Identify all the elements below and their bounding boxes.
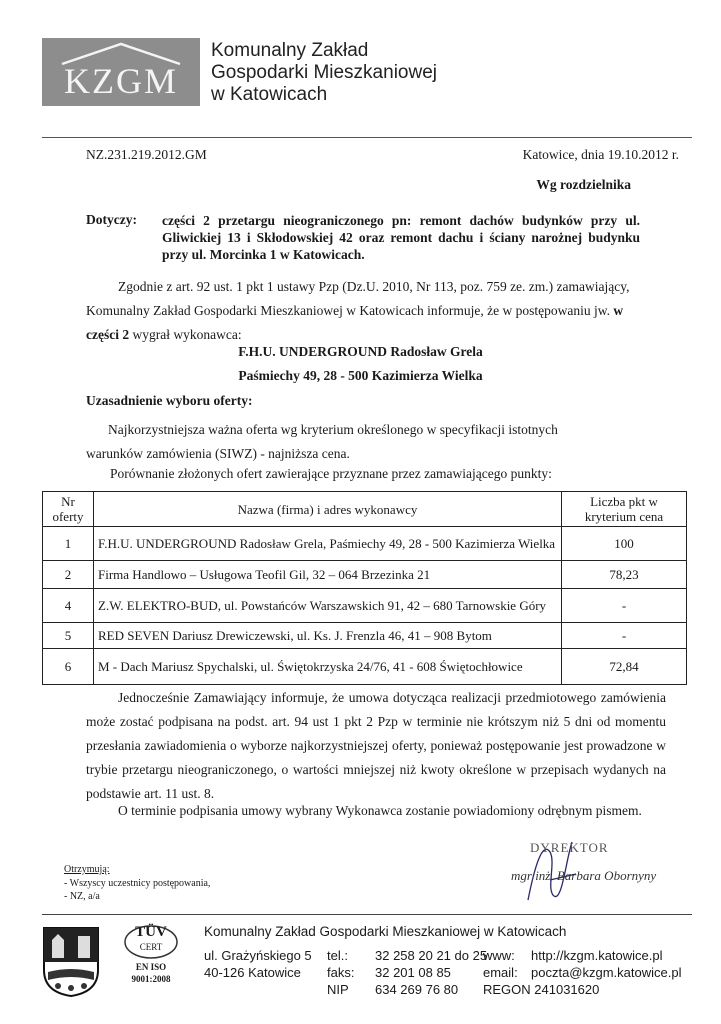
intro-paragraph: [86, 275, 654, 347]
city-crest-icon: [42, 926, 100, 998]
email-link[interactable]: poczta@kzgm.katowice.pl: [531, 965, 682, 980]
cell-name: Firma Handlowo – Usługowa Teofil Gil, 32 – 064 Brzezinka 21: [94, 561, 562, 589]
cell-points: -: [562, 589, 687, 623]
tuv-cert: CERT: [139, 942, 163, 952]
header-nr: Nr oferty: [43, 492, 94, 527]
cell-name: RED SEVEN Dariusz Drewiczewski, ul. Ks. J. Frenzla 46, 41 – 908 Bytom: [94, 623, 562, 649]
footer-regon: REGON 241031620: [483, 982, 600, 997]
header-divider: [42, 137, 692, 138]
footer-nip: [327, 982, 458, 997]
footer-org: Komunalny Zakład Gospodarki Mieszkaniowej w Katowicach: [204, 924, 567, 939]
iso-line-2: 9001:2008: [131, 974, 171, 984]
cell-points: -: [562, 623, 687, 649]
header-points: Liczba pkt w kryterium cena: [562, 492, 687, 527]
subject-text: części 2 przetargu nieograniczonego pn: remont dachów budynków przy ul. Gliwickiej 13 i Skłodowskiej 42 oraz remont dachu i ściany narożnej budynku przy ul. Morcinka 1 w Katowicach.: [162, 213, 640, 262]
footer-www: [483, 948, 663, 963]
table-row: [43, 649, 687, 685]
table-row: [43, 561, 687, 589]
footer-street: ul. Grażyńskiego 5: [204, 948, 312, 963]
cell-nr: 5: [43, 623, 94, 649]
fax-label: faks:: [327, 965, 355, 980]
tel-value: 32 258 20 21 do 25: [375, 948, 488, 963]
footer-fax: [327, 965, 451, 980]
offers-table: [42, 491, 687, 685]
intro-end: wygrał wykonawca:: [129, 327, 242, 342]
comparison-intro: Porównanie złożonych ofert zawierające przyznane przez zamawiającego punkty:: [110, 466, 552, 481]
nip-label: NIP: [327, 982, 349, 997]
addressee: Wg rozdzielnika: [536, 177, 631, 192]
cell-nr: 6: [43, 649, 94, 685]
table-row: [43, 623, 687, 649]
cell-nr: 2: [43, 561, 94, 589]
org-line-1: Komunalny Zakład: [211, 40, 369, 61]
org-line-2: Gospodarki Mieszkaniowej: [211, 62, 437, 83]
table-header-row: [43, 492, 687, 527]
intro-text: Zgodnie z art. 92 ust. 1 pkt 1 ustawy Pzp (Dz.U. 2010, Nr 113, poz. 759 ze. zm.) zamawiający, Komunalny Zakład Gospodarki Mieszkaniowej w Katowicach informuje, że w postępowaniu jw.: [86, 279, 630, 318]
recipients-line-2: - NZ, a/a: [64, 891, 100, 902]
footer-city: 40-126 Katowice: [204, 965, 301, 980]
tuv-certificate: [114, 918, 188, 992]
org-name: [211, 40, 437, 106]
fax-value: 32 201 08 85: [375, 965, 451, 980]
logo-text: KZGM: [64, 61, 178, 101]
table-row: [43, 527, 687, 561]
director-name: mgr inż. Barbara Obornyny: [511, 868, 657, 883]
footer-email: [483, 965, 681, 980]
intro-bold: w części 2: [86, 303, 624, 342]
cell-nr: 1: [43, 527, 94, 561]
cell-name: F.H.U. UNDERGROUND Radosław Grela, Paśmiechy 49, 28 - 500 Kazimierza Wielka: [94, 527, 562, 561]
footer-divider: [42, 914, 692, 915]
cell-nr: 4: [43, 589, 94, 623]
recipients-line-1: - Wszyscy uczestnicy postępowania,: [64, 878, 211, 889]
justification-text: Najkorzystniejsza ważna oferta wg kryterium określonego w specyfikacji istotnych warunków zamówienia (SIWZ) - najniższa cena.: [86, 422, 558, 461]
notice-paragraph: O terminie podpisania umowy wybrany Wykonawca zostanie powiadomiony odrębnym pismem.: [118, 803, 642, 818]
cell-points: 78,23: [562, 561, 687, 589]
cell-points: 100: [562, 527, 687, 561]
table-row: [43, 589, 687, 623]
tel-label: tel.:: [327, 948, 348, 963]
letter-date: Katowice, dnia 19.10.2012 r.: [522, 147, 679, 162]
footer-tel: [327, 948, 487, 963]
cell-points: 72,84: [562, 649, 687, 685]
www-link[interactable]: http://kzgm.katowice.pl: [531, 948, 663, 963]
kzgm-logo: [42, 38, 200, 106]
reference-number: NZ.231.219.2012.GM: [86, 147, 207, 162]
email-label: email:: [483, 965, 518, 980]
justification-label: Uzasadnienie wyboru oferty:: [86, 393, 253, 408]
cell-name: Z.W. ELEKTRO-BUD, ul. Powstańców Warszawskich 91, 42 – 680 Tarnowskie Góry: [94, 589, 562, 623]
winner-name: F.H.U. UNDERGROUND Radosław Grela: [238, 344, 483, 359]
nip-value: 634 269 76 80: [375, 982, 459, 997]
contract-paragraph: Jednocześnie Zamawiający informuje, że umowa dotycząca realizacji przedmiotowego zamówienia może zostać podpisana na podst. art. 94 ust 1 pkt 2 Pzp w terminie nie krótszym niż 5 dni od momentu przesłania zawiadomienia o wyborze najkorzystniejszej oferty, ponieważ postępowanie jest prowadzone w trybie przetargu nieograniczonego, o wartości mniejszej niż kwoty określone w przepisach wydanych na podstawie art. 11 ust. 8.: [86, 690, 666, 801]
org-line-3: w Katowicach: [211, 84, 328, 105]
www-label: www:: [483, 948, 515, 963]
winner-address: Paśmiechy 49, 28 - 500 Kazimierza Wielka: [238, 368, 483, 383]
iso-line-1: EN ISO: [135, 962, 167, 972]
subject-label: Dotyczy:: [86, 212, 137, 227]
tuv-logo: TÜV: [135, 924, 167, 940]
header-name: Nazwa (firma) i adres wykonawcy: [94, 492, 562, 527]
recipients-label: Otrzymują:: [64, 864, 110, 875]
director-title: DYREKTOR: [530, 840, 609, 855]
cell-name: M - Dach Mariusz Spychalski, ul. Świętokrzyska 24/76, 41 - 608 Świętochłowice: [94, 649, 562, 685]
